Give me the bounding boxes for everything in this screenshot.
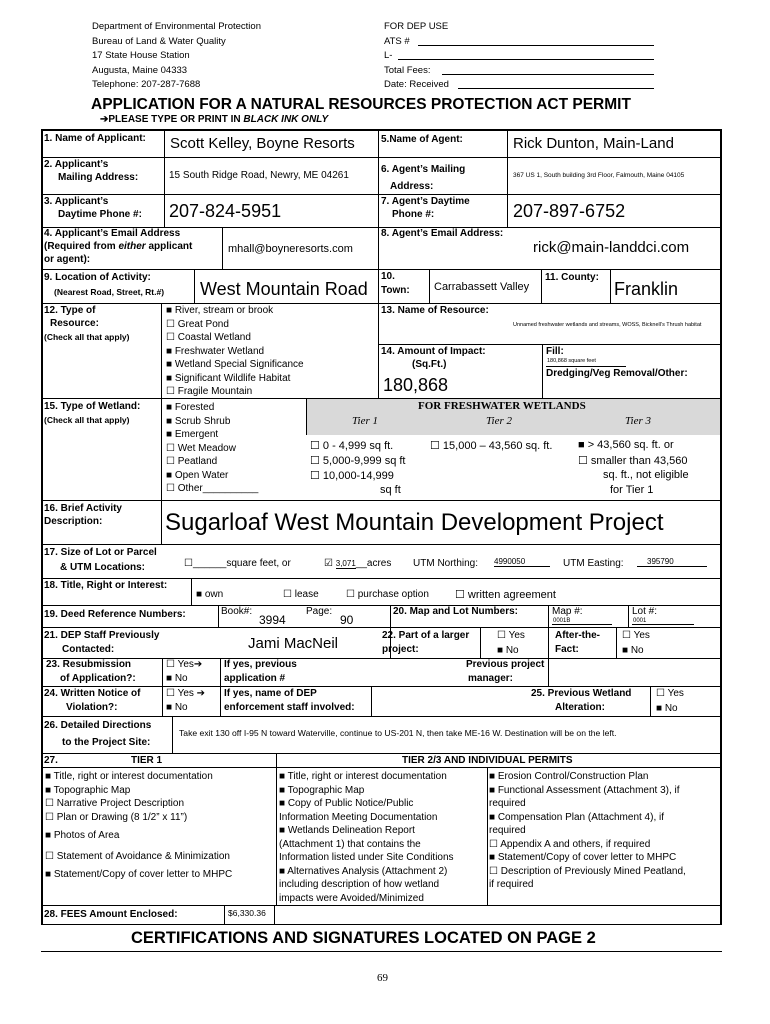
after-fact-label2: Fact: <box>555 644 579 655</box>
resource-type-list <box>166 304 304 399</box>
attachments-label: 27. <box>44 755 58 766</box>
ink-instruction: ➔PLEASE TYPE OR PRINT IN BLACK INK ONLY <box>100 114 329 125</box>
prev-wetland-label1: 25. Previous Wetland <box>531 688 632 699</box>
div-v23 <box>172 716 173 753</box>
tier1-item[interactable]: ■ Statement/Copy of cover letter to MHPC <box>45 868 233 880</box>
resource-option[interactable]: ■ Wetland Special Significance <box>166 359 304 370</box>
tier1-item[interactable]: ■ Photos of Area <box>45 830 120 842</box>
resubmission-label1: 23. Resubmission <box>46 659 132 670</box>
staff-contacted-label1: 21. DEP Staff Previously <box>44 630 160 641</box>
div-v7 <box>610 269 611 303</box>
fees-line <box>442 74 654 75</box>
div-v8 <box>161 303 162 500</box>
ats-label: ATS # <box>384 35 410 47</box>
resource-option[interactable]: ☐ Great Pond <box>166 318 229 330</box>
rule-17 <box>41 905 722 906</box>
location-label1: 9. Location of Activity: <box>44 272 151 283</box>
tier1-item[interactable]: ■ Topographic Map <box>45 784 131 796</box>
total-fees-label: Total Fees: <box>384 64 431 76</box>
agent-phone-label1: 7. Agent’s Daytime <box>381 196 470 207</box>
tier23-item-text: Information listed under Site Conditions <box>279 852 454 863</box>
page-value[interactable]: 90 <box>340 613 354 627</box>
div-v27 <box>274 905 275 924</box>
applicant-phone-label1: 3. Applicant’s <box>44 196 109 207</box>
resource-type-label1: 12. Type of <box>44 305 96 316</box>
rule-18 <box>41 924 722 925</box>
resource-name-label: 13. Name of Resource: <box>381 305 489 316</box>
previous-app-label1: If yes, previous <box>224 659 297 670</box>
page-title: APPLICATION FOR A NATURAL RESOURCES PROTECTION ACT PERMIT <box>91 96 631 113</box>
fill-value[interactable]: 180,868 square feet <box>547 358 596 364</box>
resource-option[interactable]: ☐ Fragile Mountain <box>166 386 253 397</box>
applicant-email-label2: (Required from either applicant <box>44 241 193 252</box>
lot-underline <box>632 624 694 625</box>
div-v15 <box>548 605 549 686</box>
form-right-border <box>720 129 722 925</box>
tier23-heading: TIER 2/3 AND INDIVIDUAL PERMITS <box>402 755 573 766</box>
tier23-item[interactable]: ■ Functional Assessment (Attachment 3), if <box>489 784 680 796</box>
impact-label1: 14. Amount of Impact: <box>381 346 486 357</box>
l-label: L- <box>384 50 393 61</box>
tier1-option-a[interactable]: ☐ 0 - 4,999 sq ft. <box>310 440 394 452</box>
tier1-item[interactable]: ☐ Statement of Avoidance & Minimization <box>45 850 230 862</box>
resource-option[interactable]: ■ Freshwater Wetland <box>166 345 265 357</box>
sqft-option[interactable]: ☐______square feet, or <box>184 558 291 569</box>
utm-easting-label: UTM Easting: <box>563 558 624 569</box>
fill-underline <box>546 366 626 367</box>
resource-option[interactable]: ■ River, stream or brook <box>166 305 274 316</box>
div-v2 <box>164 157 165 227</box>
book-value[interactable]: 3994 <box>259 613 286 627</box>
tier1-option-c2: sq ft <box>380 484 401 496</box>
activity-value[interactable]: Sugarloaf West Mountain Development Project <box>165 509 664 536</box>
county-label: 11. County: <box>545 272 599 283</box>
wetland-option[interactable]: ■ Scrub Shrub <box>166 415 231 427</box>
tier23-item-text: if required <box>489 879 534 890</box>
purchase-option[interactable]: ☐ purchase option <box>346 589 429 600</box>
tier1-item[interactable]: ☐ Plan or Drawing (8 1/2” x 11”) <box>45 811 188 823</box>
page-label: Page: <box>306 606 333 617</box>
map-label: Map #: <box>552 606 583 617</box>
rule-27-sub <box>276 767 722 768</box>
applicant-address-label2: Mailing Address: <box>58 172 139 183</box>
div-v12 <box>191 578 192 605</box>
rule-10 <box>41 578 722 579</box>
freshwater-header: FOR FRESHWATER WETLANDS <box>418 400 586 412</box>
violation-no[interactable]: ■ No <box>166 702 188 713</box>
rule-12 <box>41 627 722 628</box>
town-value[interactable]: Carrabassett Valley <box>434 281 530 293</box>
tier23-checklist-b <box>489 770 686 892</box>
applicant-address-label1: 2. Applicant’s <box>44 159 109 170</box>
resubmission-label2: of Application?: <box>60 673 136 684</box>
div-v6 <box>541 269 542 303</box>
violation-yes[interactable]: ☐ Yes ➔ <box>166 688 206 699</box>
agent-address-label1: 6. Agent’s Mailing <box>381 164 466 175</box>
tier2-label: Tier 2 <box>486 415 512 427</box>
tier23-item-text: required <box>489 825 526 836</box>
tier1-option-c[interactable]: ☐ 10,000-14,999 <box>310 470 394 482</box>
acres-option[interactable]: ☑ 3,071__acres <box>324 558 392 569</box>
town-label2: Town: <box>381 285 410 296</box>
station: 17 State House Station <box>92 50 190 61</box>
tier23-item[interactable]: ■ Alternatives Analysis (Attachment 2) <box>279 865 448 877</box>
div-mid <box>378 129 379 398</box>
larger-project-no[interactable]: ■ No <box>497 645 519 656</box>
tier23-item[interactable]: ☐ Description of Previously Mined Peatland, <box>489 865 686 877</box>
agent-address-value[interactable]: 367 US 1, South building 3rd Floor, Falmouth, Maine 04105 <box>513 172 685 179</box>
lease-option[interactable]: ☐ lease <box>283 589 319 600</box>
certifications-notice: CERTIFICATIONS AND SIGNATURES LOCATED ON PAGE 2 <box>131 929 596 947</box>
larger-project-label1: 22. Part of a larger <box>382 630 470 641</box>
div-v17 <box>480 627 481 658</box>
previous-app-label2: application # <box>224 673 286 684</box>
directions-label2: to the Project Site: <box>62 737 151 748</box>
tier3-option-b[interactable]: ☐ smaller than 43,560 <box>578 455 688 467</box>
wetland-option[interactable]: ☐ Wet Meadow <box>166 442 236 454</box>
tier3-option-d: for Tier 1 <box>610 484 654 496</box>
rule-9 <box>41 544 722 545</box>
applicant-phone-value[interactable]: 207-824-5951 <box>169 201 282 221</box>
rule-2 <box>41 194 722 195</box>
after-fact-yes[interactable]: ☐ Yes <box>622 630 650 641</box>
l-line <box>398 59 654 60</box>
wetland-option[interactable]: ☐ Peatland <box>166 456 218 467</box>
own-option[interactable]: ■ own <box>196 589 224 600</box>
impact-label2: (Sq.Ft.) <box>412 359 447 370</box>
tier1-item[interactable]: ■ Title, right or interest documentation <box>45 771 213 782</box>
activity-label2: Description: <box>44 516 103 527</box>
wetland-type-label1: 15. Type of Wetland: <box>44 401 141 412</box>
tier23-item[interactable]: ■ Copy of Public Notice/Public <box>279 798 414 809</box>
tier23-item-text: Information Meeting Documentation <box>279 811 438 823</box>
div-v19 <box>162 658 163 716</box>
resource-type-label2: Resource: <box>50 318 99 329</box>
date-line <box>458 88 654 89</box>
form-left-border <box>41 129 43 925</box>
directions-label1: 26. Detailed Directions <box>44 720 152 731</box>
rule-14 <box>41 686 722 687</box>
resubmission-no[interactable]: ■ No <box>166 673 188 684</box>
agent-address-label2: Address: <box>390 181 434 192</box>
applicant-email-label3: or agent): <box>44 254 91 265</box>
tier1-checklist <box>45 770 232 881</box>
larger-project-yes[interactable]: ☐ Yes <box>497 630 525 641</box>
tier23-item[interactable]: ☐ Appendix A and others, if required <box>489 838 651 850</box>
city: Augusta, Maine 04333 <box>92 64 188 76</box>
div-v1 <box>164 129 165 157</box>
div-v4 <box>194 269 195 303</box>
div-v11 <box>161 500 162 544</box>
utm-easting-value[interactable]: 395790 <box>637 557 707 567</box>
agent-phone-label2: Phone #: <box>392 209 435 220</box>
prev-wetland-yes[interactable]: ☐ Yes <box>656 688 684 699</box>
applicant-name-value[interactable]: Scott Kelley, Boyne Resorts <box>170 135 355 152</box>
book-label: Book#: <box>221 606 253 617</box>
wetland-type-label2: (Check all that apply) <box>44 415 130 425</box>
resource-name-value[interactable]: Unnamed freshwater wetlands and streams, WOSS, Bicknell’s Thrush habitat <box>513 322 702 328</box>
rule-1 <box>41 157 722 158</box>
tier1-label: Tier 1 <box>352 415 378 427</box>
lot-size-label2: & UTM Locations: <box>60 562 145 573</box>
rule-6 <box>378 344 722 345</box>
applicant-email-value[interactable]: mhall@boyneresorts.com <box>228 243 353 255</box>
title-right-label: 18. Title, Right or Interest: <box>44 580 168 591</box>
fees-value[interactable]: $6,330.36 <box>228 908 266 918</box>
div-v18 <box>616 627 617 658</box>
agent-phone-value[interactable]: 207-897-6752 <box>513 201 626 221</box>
map-underline <box>552 624 612 625</box>
utm-northing-value[interactable]: 4990050 <box>494 557 550 567</box>
date-received-label: Date: Received <box>384 79 449 90</box>
form-top-border <box>41 129 722 131</box>
rule-27-left <box>41 767 277 768</box>
div-v26 <box>224 905 225 924</box>
dep-staff-label2: enforcement staff involved: <box>224 702 355 713</box>
tier2-option[interactable]: ☐ 15,000 – 43,560 sq. ft. <box>430 440 553 452</box>
dept-name: Department of Environmental Protection <box>92 21 261 32</box>
div-v24 <box>276 753 277 905</box>
tier1-option-b[interactable]: ☐ 5,000-9,999 sq ft <box>310 455 406 467</box>
div-v9 <box>542 344 543 398</box>
written-option[interactable]: ☐ written agreement <box>455 589 556 601</box>
tier23-item-text: (Attachment 1) that contains the <box>279 838 421 850</box>
staff-contacted-value[interactable]: Jami MacNeil <box>248 635 339 652</box>
div-v16 <box>628 605 629 627</box>
tier23-item-text: required <box>489 798 526 809</box>
tier3-option-a[interactable]: ■ > 43,560 sq. ft. or <box>578 439 674 451</box>
resource-option[interactable]: ■ Significant Wildlife Habitat <box>166 372 291 384</box>
deed-label: 19. Deed Reference Numbers: <box>44 609 186 620</box>
agent-name-value[interactable]: Rick Dunton, Main-Land <box>513 135 674 152</box>
agent-email-label: 8. Agent’s Email Address: <box>381 228 504 239</box>
tier3-label: Tier 3 <box>625 415 651 427</box>
wetland-option[interactable]: ■ Open Water <box>166 469 229 481</box>
location-label2: (Nearest Road, Street, Rt.#) <box>54 287 165 297</box>
tier23-item[interactable]: ■ Erosion Control/Construction Plan <box>489 771 649 782</box>
div-v20 <box>220 658 221 716</box>
div-agent <box>507 129 508 227</box>
directions-value[interactable]: Take exit 130 off I-95 N toward Waterville, continue to US-201 N, then take ME-16 W. Destination will be on the left. <box>179 728 617 738</box>
after-fact-label1: After-the- <box>555 630 600 641</box>
tier23-item[interactable]: ■ Statement/Copy of cover letter to MHPC <box>489 852 677 863</box>
applicant-phone-label2: Daytime Phone #: <box>58 209 142 220</box>
telephone: Telephone: 207-287-7688 <box>92 79 201 90</box>
rule-5 <box>41 303 722 304</box>
location-value[interactable]: West Mountain Road <box>200 279 368 299</box>
agent-email-value[interactable]: rick@main-landdci.com <box>533 239 690 256</box>
rule-11 <box>41 605 722 606</box>
page-number: 69 <box>377 972 388 984</box>
tier3-option-c: sq. ft., not eligible <box>603 469 689 481</box>
dep-use-label: FOR DEP USE <box>384 21 449 32</box>
rule-15 <box>41 716 722 717</box>
map-lot-label: 20. Map and Lot Numbers: <box>393 606 519 617</box>
resource-option[interactable]: ☐ Coastal Wetland <box>166 332 251 343</box>
wetland-type-list <box>166 401 258 496</box>
lot-label: Lot #: <box>632 606 658 617</box>
div-v3 <box>222 227 223 269</box>
rule-8 <box>41 500 722 501</box>
county-value[interactable]: Franklin <box>614 279 679 299</box>
rule-13 <box>41 658 722 659</box>
tier23-item[interactable]: ■ Topographic Map <box>279 784 365 796</box>
applicant-name-label: 1. Name of Applicant: <box>44 133 146 144</box>
wetland-option[interactable]: ■ Emergent <box>166 429 219 440</box>
town-label1: 10. <box>381 271 395 282</box>
tier1-heading: TIER 1 <box>131 755 163 766</box>
dredge-label: Dredging/Veg Removal/Other: <box>546 368 688 379</box>
div-v21 <box>371 686 372 716</box>
fees-label: 28. FEES Amount Enclosed: <box>44 909 178 920</box>
wetland-option[interactable]: ☐ Other__________ <box>166 483 259 494</box>
div-v5 <box>429 269 430 303</box>
previous-manager-label1: Previous project <box>466 659 545 670</box>
div-v13 <box>218 605 219 627</box>
rule-16 <box>41 753 722 754</box>
bureau-name: Bureau of Land & Water Quality <box>92 35 226 47</box>
div-v22 <box>650 686 651 716</box>
violation-label2: Violation?: <box>66 702 118 713</box>
tier23-item[interactable]: ■ Title, right or interest documentation <box>279 771 447 782</box>
tier23-checklist-a <box>279 770 454 905</box>
after-fact-no[interactable]: ■ No <box>622 645 644 656</box>
tier23-item-text: impacts were Avoided/Minimized <box>279 892 424 904</box>
prev-wetland-no[interactable]: ■ No <box>656 703 678 714</box>
previous-manager-label2: manager: <box>468 673 514 684</box>
agent-name-label: 5.Name of Agent: <box>381 134 463 145</box>
rule-4 <box>41 269 722 270</box>
larger-project-label2: project: <box>382 644 419 655</box>
applicant-address-value[interactable]: 15 South Ridge Road, Newry, ME 04261 <box>169 170 349 181</box>
violation-label1: 24. Written Notice of <box>44 688 141 699</box>
resource-type-label3: (Check all that apply) <box>44 332 130 342</box>
tier1-item[interactable]: ☐ Narrative Project Description <box>45 798 185 810</box>
rule-bottom <box>41 951 722 952</box>
lot-value[interactable]: 0001 <box>633 618 647 624</box>
lot-size-label1: 17. Size of Lot or Parcel <box>44 547 157 558</box>
resubmission-yes[interactable]: ☐ Yes➔ <box>166 659 203 670</box>
applicant-email-label1: 4. Applicant’s Email Address <box>44 228 181 239</box>
prev-wetland-label2: Alteration: <box>555 702 605 713</box>
map-value[interactable]: 0001B <box>553 618 571 624</box>
ats-line <box>418 45 654 46</box>
utm-northing-label: UTM Northing: <box>413 558 479 569</box>
impact-value[interactable]: 180,868 <box>383 375 449 395</box>
tier23-item[interactable]: ■ Compensation Plan (Attachment 4), if <box>489 811 665 823</box>
div-v25 <box>487 767 488 905</box>
tier23-item[interactable]: ■ Wetlands Delineation Report <box>279 825 415 836</box>
fill-label: Fill: <box>546 346 564 357</box>
wetland-option[interactable]: ■ Forested <box>166 402 215 413</box>
dep-staff-label1: If yes, name of DEP <box>224 688 317 699</box>
activity-label1: 16. Brief Activity <box>44 503 122 514</box>
tier23-item-text: including description of how wetland <box>279 879 440 890</box>
staff-contacted-label2: Contacted: <box>62 644 115 655</box>
